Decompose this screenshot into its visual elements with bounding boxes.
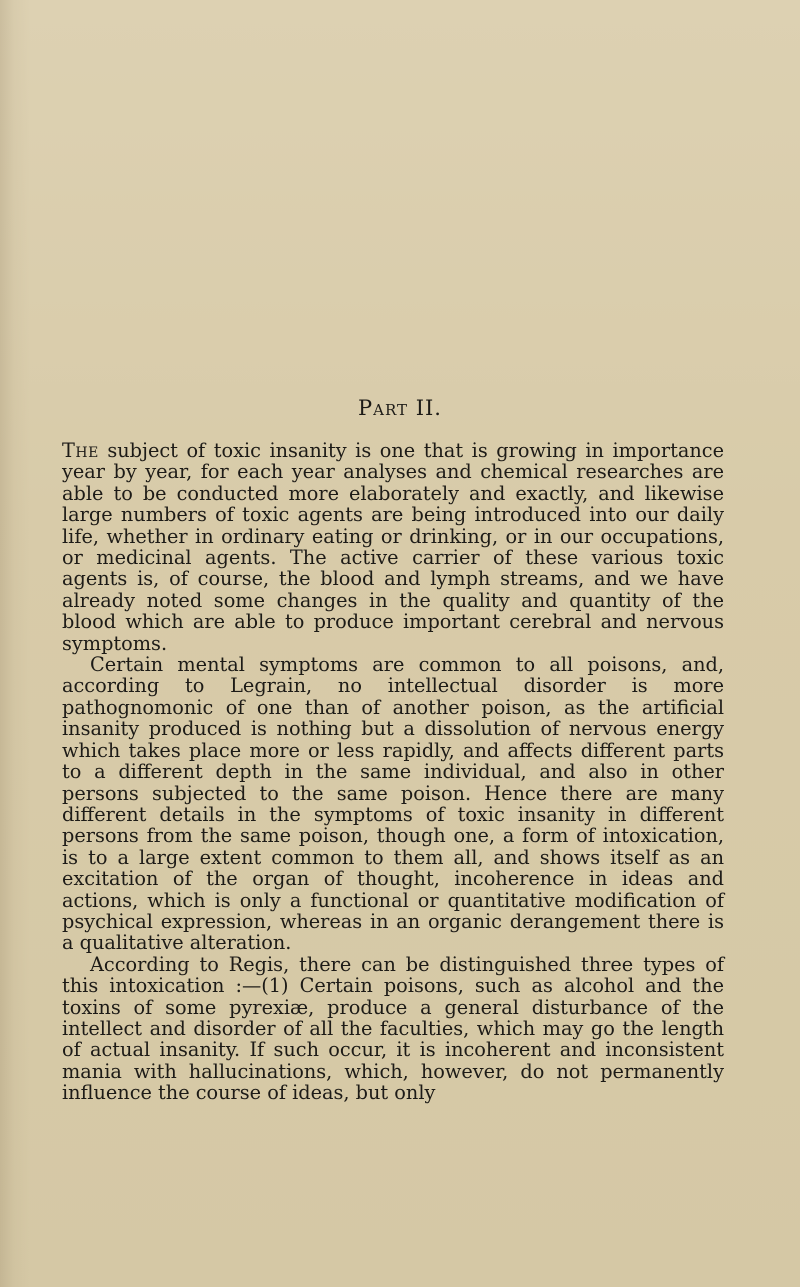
paragraph-1 [62,440,724,654]
paragraph-3: According to Regis, there can be distinguished three types of this intoxication :—(1) Certain poisons, such as alcohol and the toxins of some pyrexiæ, produce a general disturbance of the intellect and disorder of all the faculties, which may go the length of actual insanity. If such occur, it is incoherent and inconsistent mania with hallucinations, which, however, do not permanently influence the course of ideas, but only [62,952,724,1105]
body-text [62,440,724,1104]
paragraph-1-lead-word: The [62,439,99,462]
part-heading: Part II. [358,396,442,420]
paragraph-1-text: subject of toxic insanity is one that is growing in importance year by year, for each year analyses and chemical researches are able to be conducted more elaborately and exactly, and likewise large numbers of toxic agents are being introduced into our daily life, whether in ordinary eating or drinking, or in our occupations, or medicinal agents. The active carrier of these various toxic agents is, of course, the blood and lymph streams, and we have already noted some changes in the quality and quantity of the blood which are able to produce important cerebral and nervous symptoms. [62,439,724,655]
paragraph-2: Certain mental symptoms are common to all poisons, and, according to Legrain, no intellectual disorder is more pathognomonic of one than of another poison, as the artificial insanity produced is nothing but a dissolution of nervous energy which takes place more or less rapidly, and affects different parts to a different depth in the same individual, and also in other persons subjected to the same poison. Hence there are many different details in the symptoms of toxic insanity in different persons from the same poison, though one, a form of intoxication, is to a large extent common to them all, and shows itself as an excitation of the organ of thought, incoherence in ideas and actions, which is only a functional or quantitative modification of psychical expression, whereas in an organic derangement there is a qualitative alteration. [62,653,724,955]
